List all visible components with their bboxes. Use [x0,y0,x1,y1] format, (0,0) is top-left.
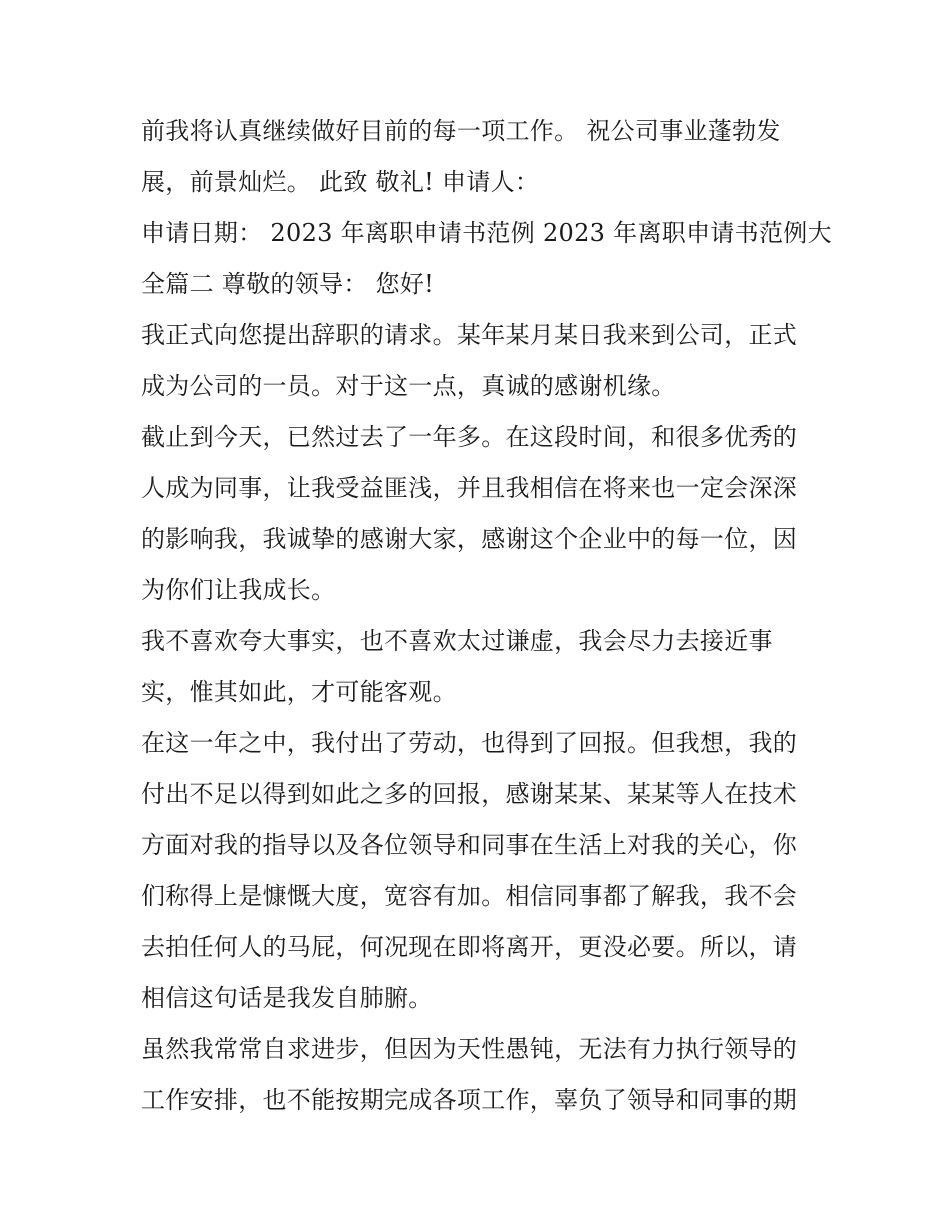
text-line: 为你们让我成长。 [141,576,336,604]
text-line: 全篇二 尊敬的领导： 您好! [141,270,435,298]
text-line: 的影响我，我诚挚的感谢大家，感谢这个企业中的每一位，因 [141,525,798,553]
text-line: 付出不足以得到如此之多的回报，感谢某某、某某等人在技术 [141,780,798,808]
text-line: 工作安排，也不能按期完成各项工作，辜负了领导和同事的期 [141,1086,798,1114]
text-line: 们称得上是慷慨大度，宽容有加。相信同事都了解我，我不会 [141,882,798,910]
text-line: 我不喜欢夸大事实，也不喜欢太过谦虚，我会尽力去接近事 [141,627,773,655]
text-line: 成为公司的一员。对于这一点，真诚的感谢机缘。 [141,372,676,400]
text-line: 人成为同事，让我受益匪浅，并且我相信在将来也一定会深深 [141,474,798,502]
text-line: 我正式向您提出辞职的请求。某年某月某日我来到公司，正式 [141,321,798,349]
text-line: 展，前景灿烂。 此致 敬礼! 申请人： [141,168,540,196]
text-line: 虽然我常常自求进步，但因为天性愚钝，无法有力执行领导的 [141,1035,798,1063]
text-line: 相信这句话是我发自肺腑。 [141,984,433,1012]
text-line: 方面对我的指导以及各位领导和同事在生活上对我的关心，你 [141,831,798,859]
text-line: 在这一年之中，我付出了劳动，也得到了回报。但我想，我的 [141,729,798,757]
document-body [141,108,832,1128]
text-line: 去拍任何人的马屁，何况现在即将离开，更没必要。所以，请 [141,933,798,961]
text-line: 前我将认真继续做好目前的每一项工作。 祝公司事业蓬勃发 [141,117,781,145]
text-line: 实，惟其如此，才可能客观。 [141,678,457,706]
text-line: 截止到今天，已然过去了一年多。在这段时间，和很多优秀的 [141,423,798,451]
text-line: 申请日期： 2023 年离职申请书范例 2023 年离职申请书范例大 [141,219,832,247]
